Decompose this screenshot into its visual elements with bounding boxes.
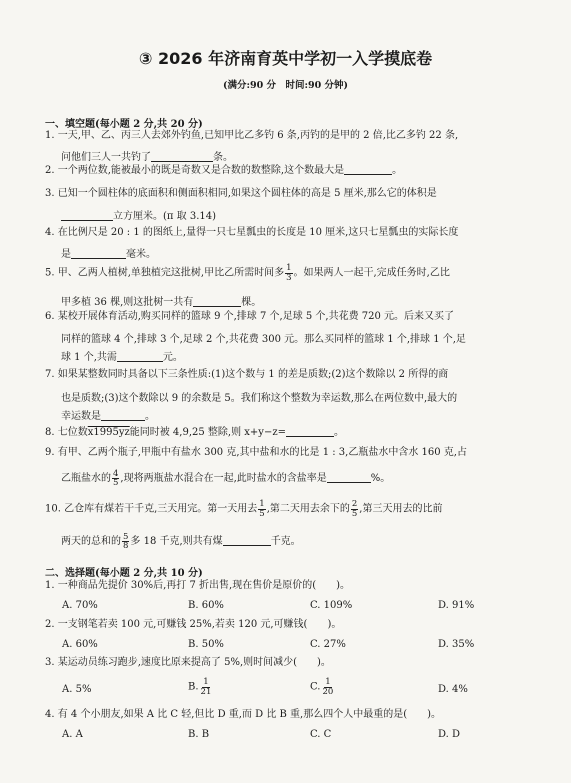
question-6-line1: 6. 某校开展体育活动,购买同样的篮球 9 个,排球 7 个,足球 5 个,共花费 720 元。后来又买了	[45, 311, 455, 322]
option-d[interactable]: D. 91%	[438, 600, 475, 611]
section-fill-blank-heading: 一、填空题(每小题 2 分,共 20 分)	[45, 119, 203, 130]
answer-blank[interactable]	[61, 220, 113, 221]
question-10-line2: 两天的总和的 $\frac{5}{8}$ 多 18 千克,则共有煤 千克。	[61, 531, 301, 551]
answer-blank[interactable]	[151, 161, 213, 162]
answer-blank[interactable]	[286, 436, 334, 437]
option-c[interactable]: C. 27%	[310, 639, 346, 650]
question-6-line3: 球 1 个,共需 元。	[61, 352, 183, 363]
answer-blank[interactable]	[117, 361, 163, 362]
option-b[interactable]: B. 50%	[188, 639, 224, 650]
option-b[interactable]: B. $\frac{1}{21}$	[188, 677, 212, 697]
question-7-line2: 也是质数;(3)这个数除以 9 的余数是 5。我们称这个整数为幸运数,那么在两位数中,最大的	[61, 393, 458, 404]
question-9-line2: 乙瓶盐水的 $\frac{4}{5}$ ,现将两瓶盐水混合在一起,此时盐水的含盐率是 %。	[61, 468, 391, 488]
option-c[interactable]: C. C	[310, 729, 332, 740]
choice-question-4: 4. 有 4 个小朋友,如果 A 比 C 轻,但比 D 重,而 D 比 B 重,那么四个人中最重的是( )。	[45, 709, 442, 720]
answer-blank[interactable]	[344, 174, 392, 175]
answer-blank[interactable]	[327, 482, 371, 483]
fraction: $\frac{1}{3}$	[286, 263, 292, 283]
option-a[interactable]: A. 70%	[62, 600, 98, 611]
fraction: $\frac{1}{21}$	[200, 677, 212, 697]
question-7-line3: 幸运数是 。	[61, 411, 155, 422]
question-1-line1: 1. 一天,甲、乙、丙三人去郊外钓鱼,已知甲比乙多钓 6 条,丙钓的是甲的 2 倍,比乙多钓 22 条,	[45, 130, 459, 141]
section-choice-heading: 二、选择题(每小题 2 分,共 10 分)	[45, 568, 203, 579]
option-a[interactable]: A. A	[62, 729, 83, 740]
question-4-line2: 是 毫米。	[61, 249, 156, 260]
choice-question-1: 1. 一种商品先提价 30%后,再打 7 折出售,现在售价是原价的( )。	[45, 580, 351, 591]
fraction: $\frac{1}{5}$	[259, 499, 265, 519]
question-4-line1: 4. 在比例尺是 20 : 1 的图纸上,量得一只七星瓢虫的长度是 10 厘米,这只七星瓢虫的实际长度	[45, 227, 459, 238]
option-b[interactable]: B. 60%	[188, 600, 224, 611]
option-d[interactable]: D. 35%	[438, 639, 475, 650]
question-8: 8. 七位数x1995yz能同时被 4,9,25 整除,则 x+y−z= 。	[45, 427, 344, 438]
answer-blank[interactable]	[101, 420, 145, 421]
answer-blank[interactable]	[193, 306, 241, 307]
answer-blank[interactable]	[223, 545, 271, 546]
choice-question-2: 2. 一支钢笔若卖 100 元,可赚钱 25%,若卖 120 元,可赚钱( )。	[45, 619, 342, 630]
option-a[interactable]: A. 60%	[62, 639, 98, 650]
question-9-line1: 9. 有甲、乙两个瓶子,甲瓶中有盐水 300 克,其中盐和水的比是 1 : 3,乙瓶盐水中含水 160 克,占	[45, 447, 467, 458]
question-5-line1: 5. 甲、乙两人植树,单独植完这批树,甲比乙所需时间多 $\frac{1}{3}$ 。如果两人一起干,完成任务时,乙比	[45, 263, 450, 283]
option-c[interactable]: C. 109%	[310, 600, 353, 611]
question-6-line2: 同样的篮球 4 个,排球 3 个,足球 2 个,共花费 300 元。那么买同样的篮球 1 个,排球 1 个,足	[61, 334, 466, 345]
question-3-line2: 立方厘米。(π 取 3.14)	[61, 207, 216, 222]
fraction: $\frac{1}{20}$	[322, 677, 334, 697]
option-a[interactable]: A. 5%	[62, 684, 92, 695]
option-d[interactable]: D. 4%	[438, 684, 468, 695]
question-3-line1: 3. 已知一个圆柱体的底面积和侧面积相同,如果这个圆柱体的高是 5 厘米,那么它的体积是	[45, 188, 437, 199]
question-10-line1: 10. 乙仓库有煤若干千克,三天用完。第一天用去 $\frac{1}{5}$ ,第二天用去余下的 $\frac{2}{5}$ ,第三天用去的比前	[45, 499, 443, 519]
question-7-line1: 7. 如果某整数同时具备以下三条性质:(1)这个数与 1 的差是质数;(2)这个数除以 2 所得的商	[45, 369, 449, 380]
exam-info: (满分:90 分 时间:90 分钟)	[222, 80, 349, 91]
answer-blank[interactable]	[71, 258, 126, 259]
question-5-line2: 甲多植 36 棵,则这批树一共有 棵。	[61, 297, 262, 308]
option-c[interactable]: C. $\frac{1}{20}$	[310, 677, 334, 697]
choice-question-3: 3. 某运动员练习跑步,速度比原来提高了 5%,则时间减少( )。	[45, 657, 331, 668]
option-d[interactable]: D. D	[438, 729, 461, 740]
fraction: $\frac{2}{5}$	[351, 499, 358, 519]
page-title: ③ 2026 年济南育英中学初一入学摸底卷	[138, 49, 433, 68]
question-1-line2: 问他们三人一共钓了 条。	[61, 152, 233, 163]
number-overline: x1995yz	[87, 427, 130, 438]
option-b[interactable]: B. B	[188, 729, 210, 740]
question-2: 2. 一个两位数,能被最小的既是奇数又是合数的数整除,这个数最大是 。	[45, 165, 403, 176]
fraction: $\frac{5}{8}$	[123, 531, 129, 551]
fraction: $\frac{4}{5}$	[113, 468, 119, 488]
